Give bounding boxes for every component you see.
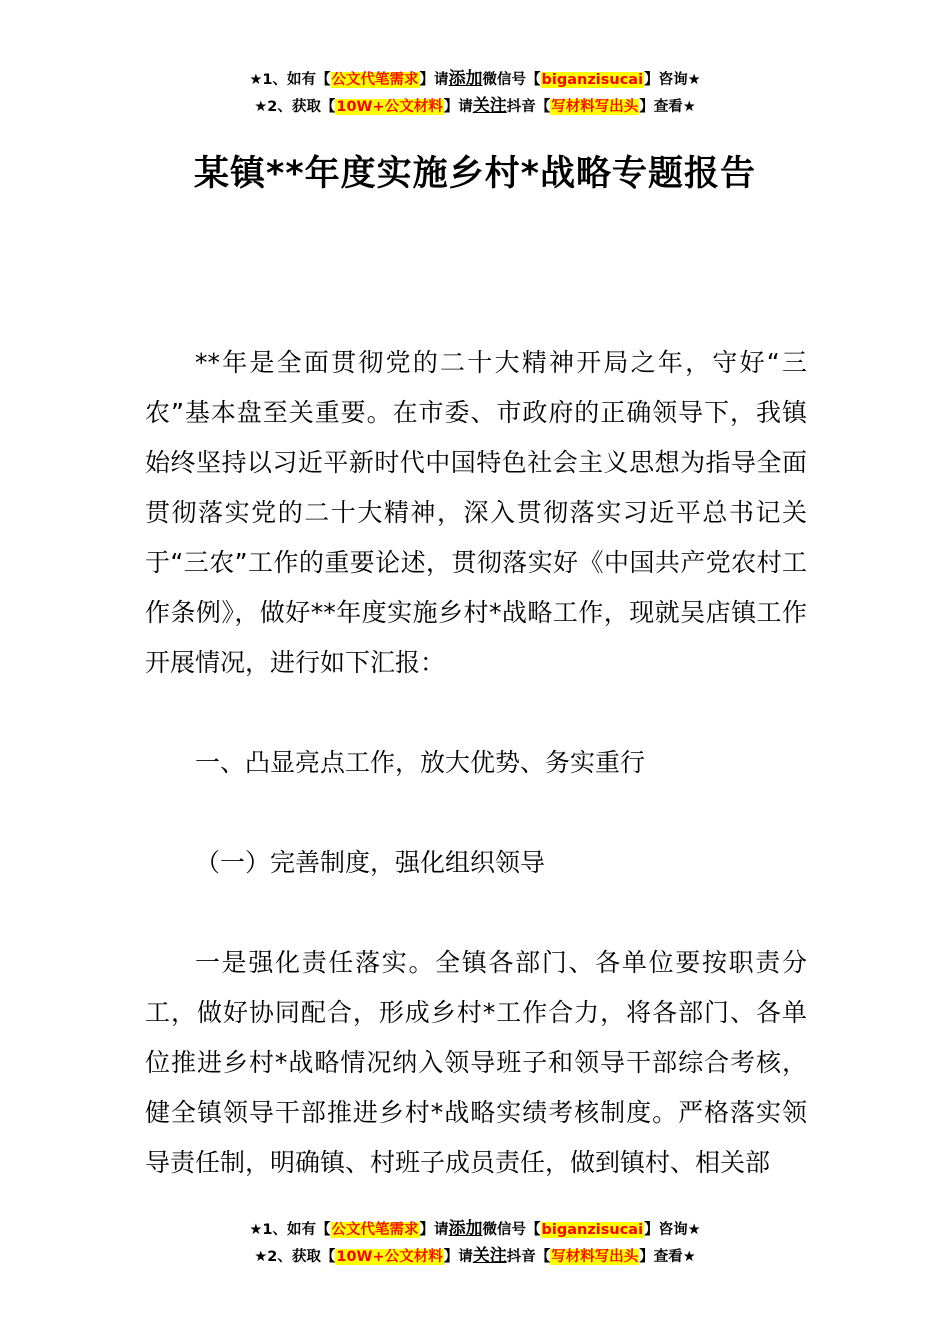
promo-text: 】查看★ [639,99,696,115]
promo-highlight: 写材料写出头 [551,99,639,115]
promo-text: ★1、如有【 [249,1222,331,1238]
promo-text: 抖音【 [506,1249,551,1265]
promo-text: 】请 [443,1249,473,1265]
promo-underlined: 关注 [472,96,507,116]
section-heading: 一、凸显亮点工作，放大优势、务实重行 [195,748,646,777]
spacer [145,888,807,938]
promo-text: 】请 [443,99,473,115]
spacer [145,688,807,738]
promo-highlight: biganzisucai [541,72,644,88]
promo-banner-top [0,66,950,120]
promo-text: 】请 [419,1222,449,1238]
promo-text: 抖音【 [506,99,551,115]
body-paragraph: 一是强化责任落实。全镇各部门、各单位要按职责分工，做好协同配合，形成乡村*工作合力，将各部门、各单位推进乡村*战略情况纳入领导班子和领导干部综合考核，健全镇领导干部推进乡村*战略实绩考核制度。严格落实领导责任制，明确镇、村班子成员责任，做到镇村、相关部 [145,948,807,1177]
promo-text: ★2、获取【 [254,99,336,115]
promo-text: ★2、获取【 [254,1249,336,1265]
document-body [145,338,807,1188]
promo-text: 】查看★ [639,1249,696,1265]
promo-underlined: 关注 [472,1246,507,1266]
promo-line-2 [0,93,950,120]
subsection-heading: （一）完善制度，强化组织领导 [195,848,546,877]
promo-line-1 [0,66,950,93]
document-title: 某镇**年度实施乡村*战略专题报告 [194,154,756,194]
intro-paragraph: **年是全面贯彻党的二十大精神开局之年，守好“三农”基本盘至关重要。在市委、市政府的正确领导下，我镇始终坚持以习近平新时代中国特色社会主义思想为指导全面贯彻落实党的二十大精神，深入贯彻落实习近平总书记关于“三农”工作的重要论述，贯彻落实好《中国共产党农村工作条例》，做好**年度实施乡村*战略工作，现就吴店镇工作开展情况，进行如下汇报： [145,348,807,677]
promo-underlined: 添加 [448,1219,483,1239]
promo-highlight: biganzisucai [541,1222,644,1238]
promo-text: 】咨询★ [644,72,701,88]
promo-text: 微信号【 [482,72,541,88]
promo-text: 】咨询★ [644,1222,701,1238]
promo-highlight: 公文代笔需求 [331,1222,419,1238]
promo-banner-bottom [0,1216,950,1270]
promo-line-1 [0,1216,950,1243]
promo-line-2 [0,1243,950,1270]
spacer [145,788,807,838]
promo-highlight: 写材料写出头 [551,1249,639,1265]
promo-highlight: 10W+公文材料 [336,1249,443,1265]
promo-text: ★1、如有【 [249,72,331,88]
promo-underlined: 添加 [448,69,483,89]
promo-text: 微信号【 [482,1222,541,1238]
promo-highlight: 10W+公文材料 [336,99,443,115]
promo-text: 】请 [419,72,449,88]
promo-highlight: 公文代笔需求 [331,72,419,88]
